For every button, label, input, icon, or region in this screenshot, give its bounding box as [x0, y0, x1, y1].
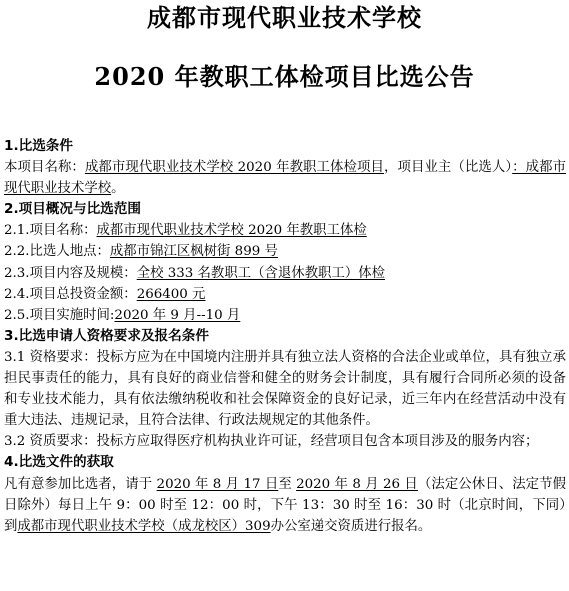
school-title: 成都市现代职业技术学校 — [147, 3, 422, 32]
sentence-end: 。 — [111, 181, 125, 197]
registration-intro: 凡有意参加比选者，请于 — [4, 476, 157, 492]
section-1-heading: 1.比选条件 — [4, 138, 73, 154]
project-owner-value: ：成都市现代职业技术学校 — [4, 160, 567, 197]
project-name-value: 成都市现代职业技术学校 2020 年教职工体检项目 — [84, 160, 384, 176]
item-2-2 — [4, 241, 566, 262]
item-2-5-label: 2.5.项目实施时间: — [4, 307, 115, 323]
project-owner-label: ，项目业主（比选人） — [383, 160, 513, 176]
section-2-heading: 2.项目概况与比选范围 — [4, 201, 141, 218]
item-2-3-label: 2.3.项目内容及规模： — [4, 265, 137, 281]
item-2-4 — [4, 284, 566, 305]
certification-requirements: 3.2 资质要求：投标方应取得医疗机构执业许可证，经营项目包含本项目涉及的服务内容； — [4, 434, 539, 450]
announcement-title: 2020 年教职工体检项目比选公告 — [94, 62, 475, 91]
section-4-paragraph — [4, 474, 566, 537]
section-4-heading: 4.比选文件的获取 — [4, 454, 114, 471]
item-2-5-value: 2020 年 9 月--10 月 — [114, 307, 241, 323]
item-2-3-value: 全校 333 名教职工（含退休教职工）体检 — [136, 265, 386, 281]
registration-to: 至 — [278, 476, 297, 492]
item-2-1-value: 成都市现代职业技术学校 2020 年教职工体检 — [96, 223, 367, 239]
item-2-4-label: 2.4.项目总投资金额： — [4, 286, 137, 302]
qualification-requirements: 3.1 资格要求：投标方应为在中国境内注册并具有独立法人资格的合法企业或单位，具有独立承担民事责任的能力，具有良好的商业信誉和健全的财务会计制度，具有履行合同所必须的设备和专业技术能力，具有依法缴纳税收和社会保障资金的良好记录，近三年内在经营活动中没有重大违法、违规记录，且符合法律、行政法规规定的其他条件。 — [4, 349, 566, 429]
registration-closing: 办公室递交资质进行报名。 — [270, 518, 432, 534]
item-2-1-label: 2.1.项目名称： — [4, 223, 97, 239]
item-2-3 — [4, 263, 566, 284]
item-2-5 — [4, 305, 566, 326]
item-2-1 — [4, 220, 566, 241]
item-2-2-label: 2.2.比选人地点： — [4, 244, 110, 260]
registration-hours: （法定公休日、法定节假日除外）每日上午 9：00 时至 12：00 时，下午 13：30 时至 16：30 时（北京时间，下同）到 — [4, 476, 567, 534]
item-2-4-value: 266400 元 — [136, 286, 206, 302]
registration-start-date: 2020 年 8 月 17 日 — [156, 476, 279, 492]
announcement-body — [4, 136, 566, 537]
item-2-2-value: 成都市锦江区枫树街 899 号 — [109, 244, 278, 260]
registration-place: 成都市现代职业技术学校（成龙校区）309 — [17, 518, 271, 534]
project-name-label: 本项目名称： — [4, 160, 85, 176]
registration-end-date: 2020 年 8 月 26 日 — [296, 476, 418, 492]
section-1-paragraph — [4, 157, 566, 199]
section-3-heading: 3.比选申请人资格要求及报名条件 — [4, 327, 209, 344]
